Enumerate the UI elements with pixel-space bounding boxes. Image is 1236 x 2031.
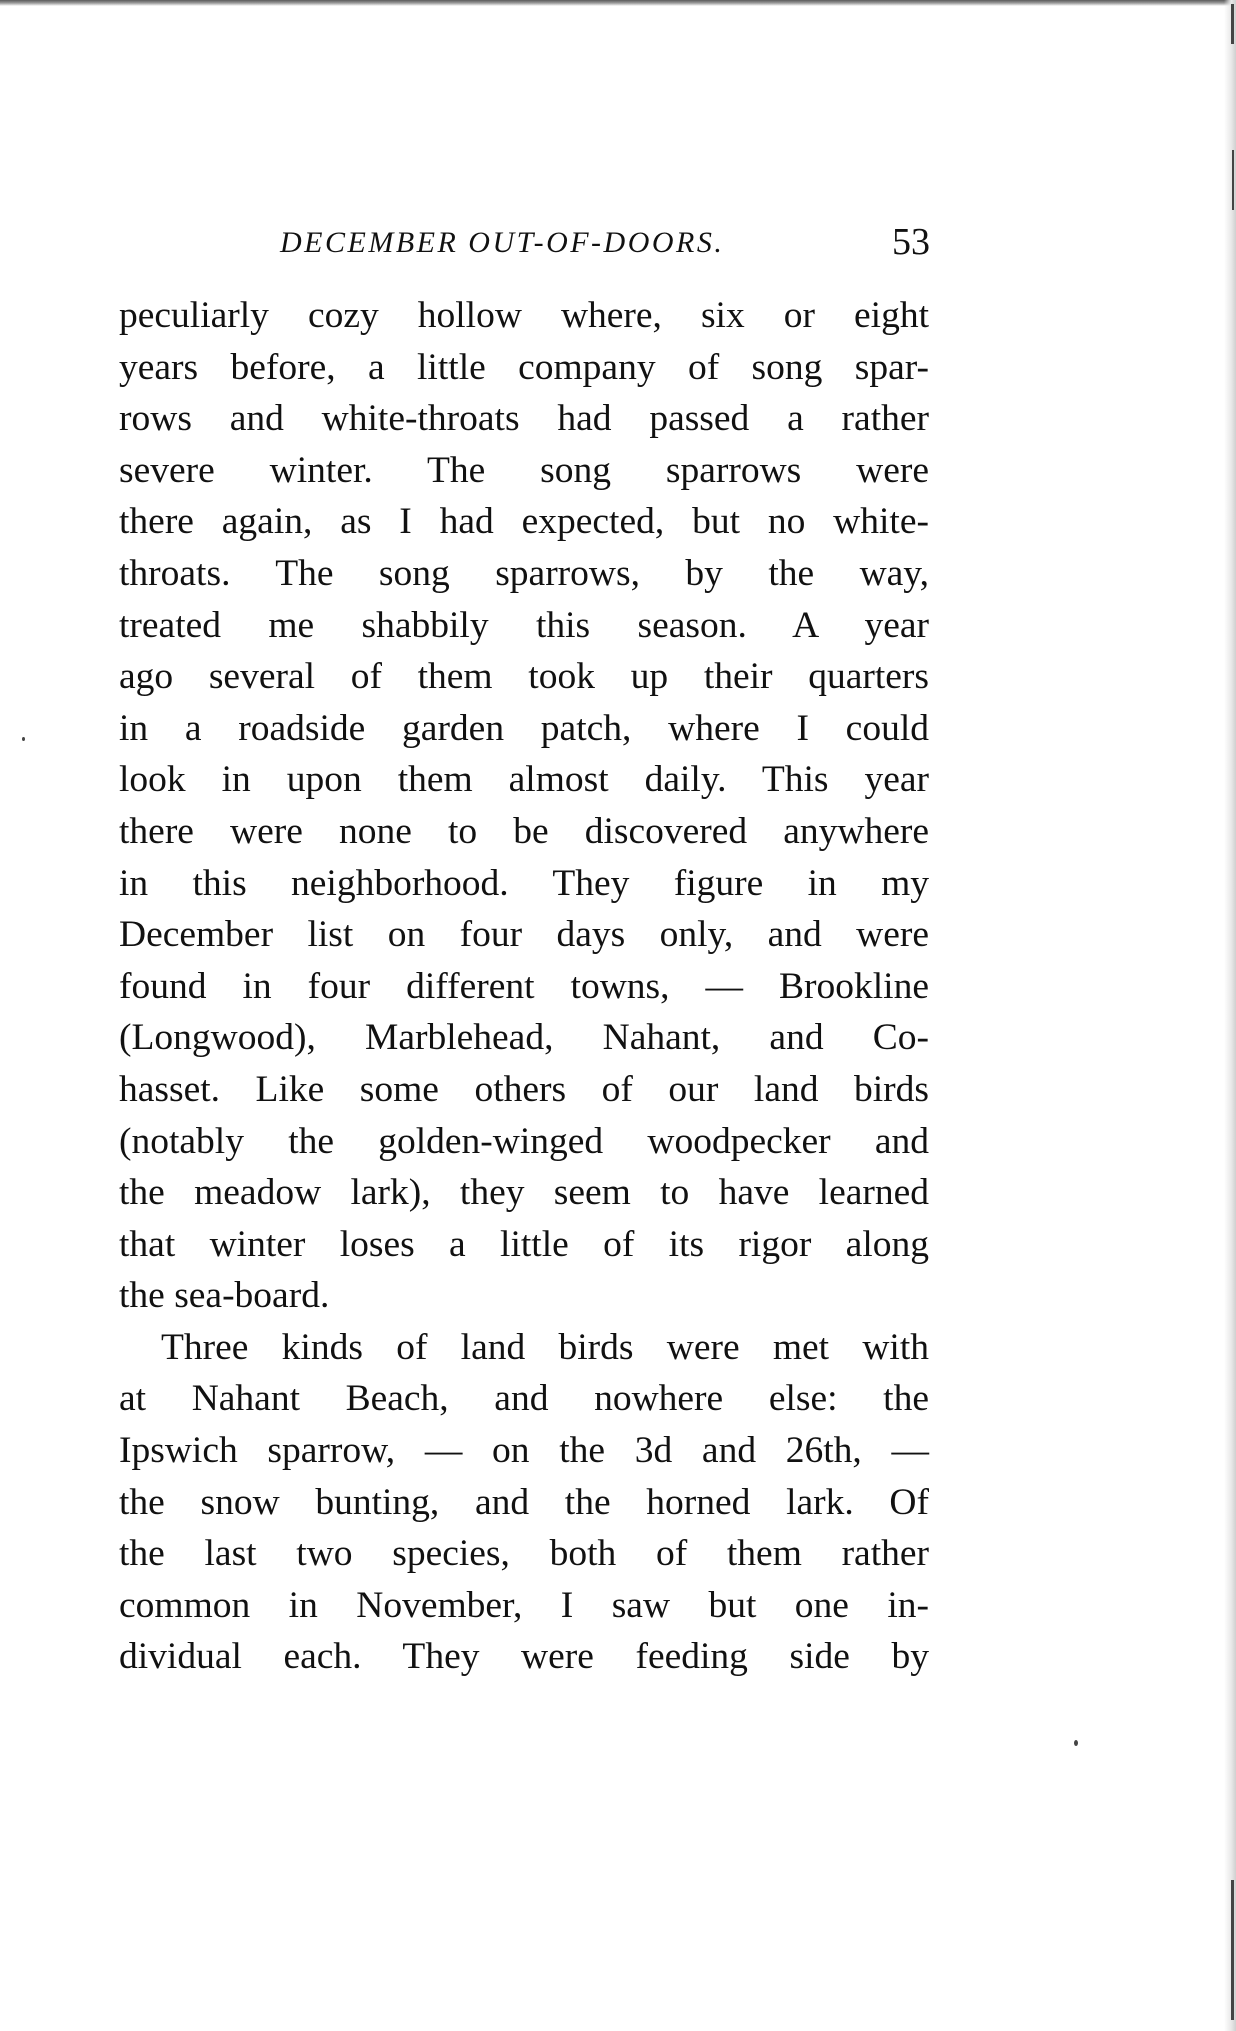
scan-right-edge: [1224, 0, 1236, 2031]
scan-edge-mark: [1231, 1880, 1234, 2020]
text-line: the last two species, both of them rather: [119, 1533, 929, 1575]
paragraph: [119, 290, 929, 1322]
text-line: hasset. Like some others of our land birds: [119, 1068, 929, 1110]
text-line: Ipswich sparrow, — on the 3d and 26th, —: [119, 1430, 929, 1472]
text-line: common in November, I saw but one in-: [119, 1584, 929, 1626]
text-line: there again, as I had expected, but no white-: [119, 501, 929, 543]
body-text: [119, 290, 929, 1683]
running-title: DECEMBER OUT-OF-DOORS.: [280, 226, 725, 259]
page-number: 53: [892, 221, 930, 263]
text-line: the sea-board.: [119, 1275, 330, 1317]
text-line: dividual each. They were feeding side by: [119, 1636, 929, 1678]
text-line: (Longwood), Marblehead, Nahant, and Co-: [119, 1017, 929, 1059]
text-line: Three kinds of land birds were met with: [161, 1326, 929, 1368]
text-line: the meadow lark), they seem to have learned: [119, 1172, 929, 1214]
scan-speck: [1074, 1740, 1078, 1746]
text-line: rows and white-throats had passed a rather: [119, 398, 929, 440]
scan-speck: [22, 737, 25, 741]
text-line: December list on four days only, and were: [119, 914, 929, 956]
text-line: there were none to be discovered anywhere: [119, 810, 929, 852]
text-line: (notably the golden-winged woodpecker and: [119, 1120, 929, 1162]
text-line: years before, a little company of song spar-: [119, 346, 929, 388]
text-line: treated me shabbily this season. A year: [119, 604, 929, 646]
text-line: found in four different towns, — Brookline: [119, 965, 929, 1007]
text-line: peculiarly cozy hollow where, six or eight: [119, 295, 929, 336]
text-line: look in upon them almost daily. This year: [119, 759, 929, 801]
text-line: severe winter. The song sparrows were: [119, 449, 929, 491]
text-line: in this neighborhood. They figure in my: [119, 862, 929, 904]
text-line: ago several of them took up their quarters: [119, 656, 929, 698]
text-line: throats. The song sparrows, by the way,: [119, 552, 929, 594]
running-head: [120, 220, 930, 276]
text-line: the snow bunting, and the horned lark. Of: [119, 1481, 929, 1523]
paragraph: [119, 1322, 929, 1683]
scan-edge-mark: [1232, 150, 1234, 210]
scan-top-edge: [0, 0, 1236, 6]
text-line: at Nahant Beach, and nowhere else: the: [119, 1378, 929, 1420]
scan-edge-mark: [1231, 4, 1234, 44]
text-line: in a roadside garden patch, where I could: [119, 707, 929, 749]
text-line: that winter loses a little of its rigor along: [119, 1223, 929, 1265]
